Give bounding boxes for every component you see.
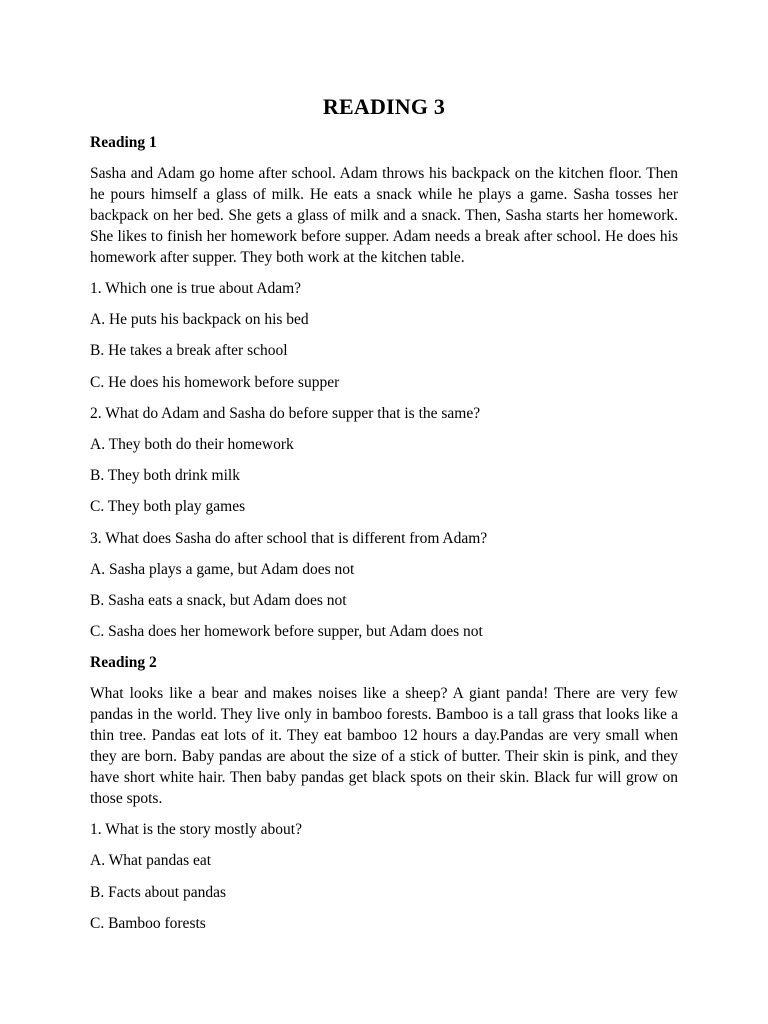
reading-section-1: [90, 132, 678, 642]
answer-option: B. Sasha eats a snack, but Adam does not: [90, 591, 347, 609]
answer-option: B. He takes a break after school: [90, 342, 288, 360]
reading-section-2: [90, 652, 678, 934]
question-text: 2. What do Adam and Sasha do before supper that is the same?: [90, 404, 481, 422]
answer-option: C. They both play games: [90, 498, 246, 516]
answer-option: C. He does his homework before supper: [90, 373, 340, 391]
answer-option: B. Facts about pandas: [90, 883, 227, 901]
answer-option: A. Sasha plays a game, but Adam does not: [90, 560, 355, 578]
document-title: READING 3: [322, 94, 446, 119]
answer-option: C. Sasha does her homework before supper, but Adam does not: [90, 623, 483, 641]
document-page: [90, 92, 678, 944]
reading-passage: What looks like a bear and makes noises like a sheep? A giant panda! There are very few pandas in the world. They live only in bamboo forests. Bamboo is a tall grass that looks like a thin tree. Pandas eat lots of it. They eat bamboo 12 hours a day.Pandas are very small when they are born. Baby pandas are about the size of a stick of butter. Their skin is pink, and they have short white hair. Then baby pandas get black spots on their skin. Black fur will grow on those spots.: [90, 685, 678, 808]
answer-option: A. They both do their homework: [90, 435, 294, 453]
answer-option: A. What pandas eat: [90, 852, 212, 870]
question-block: [90, 819, 678, 934]
question-text: 1. Which one is true about Adam?: [90, 280, 302, 297]
answer-option: B. They both drink milk: [90, 467, 240, 485]
question-block: [90, 278, 678, 393]
question-block: [90, 528, 678, 643]
answer-option: C. Bamboo forests: [90, 914, 206, 932]
answer-option: A. He puts his backpack on his bed: [90, 311, 309, 329]
question-block: [90, 403, 678, 518]
question-text: 3. What does Sasha do after school that is different from Adam?: [90, 529, 488, 547]
question-text: 1. What is the story mostly about?: [90, 821, 302, 839]
reading-heading: Reading 1: [90, 134, 157, 151]
reading-heading: Reading 2: [90, 654, 157, 672]
reading-passage: Sasha and Adam go home after school. Adam throws his backpack on the kitchen floor. Then he pours himself a glass of milk. He eats a snack while he plays a game. Sasha tosses her backpack on her bed. She gets a glass of milk and a snack. Then, Sasha starts her homework. She likes to finish her homework before supper. Adam needs a break after school. He does his homework after supper. They both work at the kitchen table.: [90, 165, 678, 266]
